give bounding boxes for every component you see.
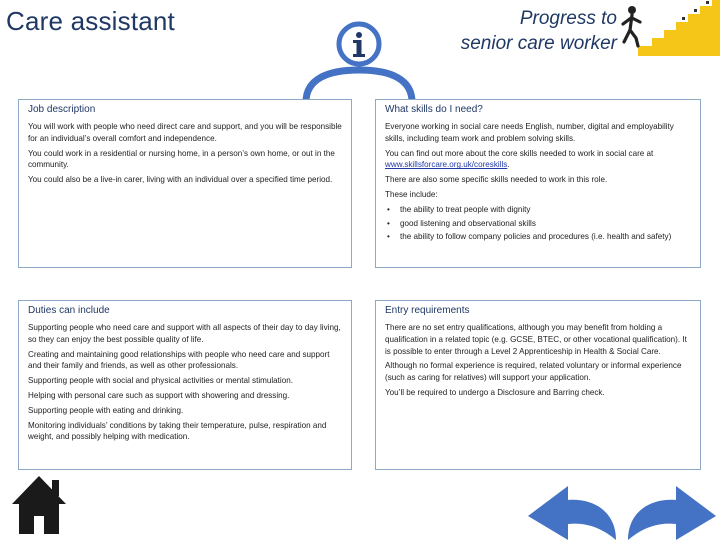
list-item: • the ability to treat people with dignity [385,204,691,216]
page-title: Care assistant [6,6,175,36]
skills-paragraph: Everyone working in social care needs English, number, digital and employability skills, including team work and problem solving skills. [385,122,674,143]
back-arrow-icon[interactable] [524,476,620,540]
skills-card [375,99,701,268]
duties-paragraph: Helping with personal care such as support with showering and dressing. [28,390,290,400]
entry-paragraph: Although no formal experience is required, related voluntary or informal experience (such as caring for relatives) will support your application. [385,361,682,383]
entry-paragraph: You’ll be required to undergo a Disclosure and Barring check. [385,387,605,397]
skills-list [385,204,691,243]
entry-paragraph: There are no set entry qualifications, although you may benefit from holding a qualification in a related topic (e.g. GCSE, BTEC, or other vocational qualification). It is possible to enter through a Level 2 Apprenticeship in Health & Social Care. [385,323,687,356]
duties-paragraph: Supporting people who need care and support with all aspects of their day to day living, so they can enjoy the best possible quality of life. [28,323,341,344]
home-icon[interactable] [10,474,68,536]
duties-paragraph: Supporting people with social and physical activities or mental stimulation. [28,376,293,386]
job-paragraph: You could work in a residential or nursing home, in a person’s own home, or out in the community. [28,148,335,170]
progress-heading [397,6,617,56]
entry-requirements-card [375,300,701,470]
skills-paragraph: There are also some specific skills needed to work in this role. [385,175,608,185]
duties-heading: Duties can include [28,305,110,316]
skills-link-prefix: You can find out more about the core skills needed to work in social care at [385,148,654,158]
skills-heading: What skills do I need? [385,104,483,115]
job-description-heading: Job description [28,104,96,115]
duties-paragraph: Creating and maintaining good relationships with people who need care and support and their family and friends, as well as other professionals. [28,349,330,371]
duties-paragraph: Monitoring individuals’ conditions by taking their temperature, pulse, respiration and weight, and possibly helping with medication. [28,420,327,442]
skills-paragraph: These include: [385,189,438,199]
list-item: • good listening and observational skills [385,218,691,230]
progress-line2: senior care worker [460,33,617,54]
job-paragraph: You will work with people who need direct care and support, and you will be responsible for an individual’s overall comfort and independence. [28,122,342,143]
job-description-card [18,99,352,268]
forward-arrow-icon[interactable] [624,476,720,540]
duties-card [18,300,352,470]
list-item: • the ability to follow company policies and procedures (i.e. health and safety) [385,231,691,243]
skills-link-suffix: . [507,160,510,170]
duties-paragraph: Supporting people with eating and drinking. [28,405,184,415]
job-paragraph: You could also be a live-in carer, living with an individual over a specified time period. [28,175,333,185]
core-skills-link[interactable]: www.skillsforcare.org.uk/coreskills [385,160,508,170]
skills-link-paragraph [385,148,691,172]
stairs-climber-icon [618,0,720,56]
progress-line1: Progress to [519,8,617,29]
entry-requirements-heading: Entry requirements [385,305,470,316]
